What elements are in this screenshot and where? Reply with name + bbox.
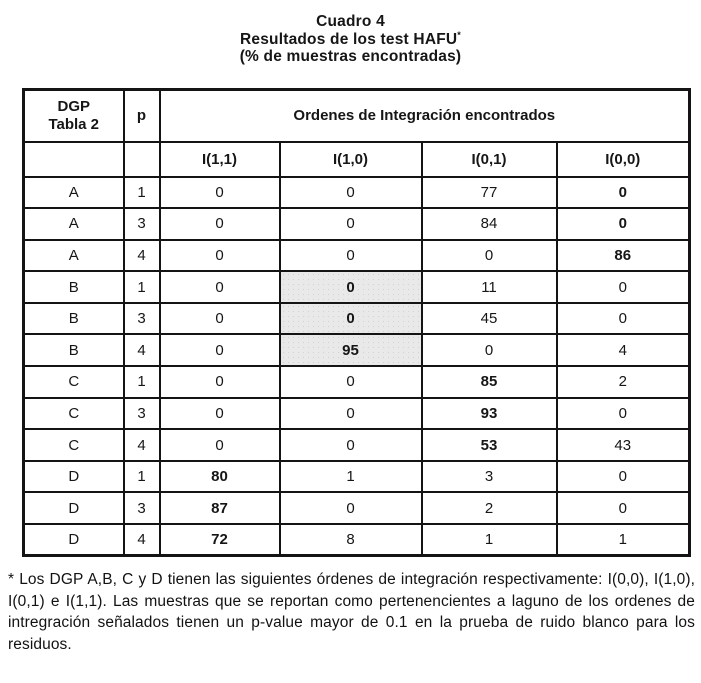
value-cell: 93: [422, 398, 557, 430]
title-line-2-text: Resultados de los test HAFU: [240, 30, 458, 48]
dgp-cell: A: [24, 240, 124, 272]
value-cell: 0: [557, 461, 690, 493]
value-cell: 1: [280, 461, 422, 493]
value-cell: 0: [160, 398, 280, 430]
value-cell: 3: [422, 461, 557, 493]
footnote-marker-asterisk: *: [457, 29, 461, 40]
p-cell: 3: [124, 303, 160, 335]
value-cell: 2: [557, 366, 690, 398]
subheader-i11: I(1,1): [160, 142, 280, 177]
table-row: [24, 461, 690, 493]
header-dgp-line1: DGP: [57, 97, 90, 115]
value-cell: 0: [280, 492, 422, 524]
p-cell: 1: [124, 461, 160, 493]
value-cell: 85: [422, 366, 557, 398]
value-cell: 0: [280, 366, 422, 398]
value-cell: 0: [557, 271, 690, 303]
value-cell: 8: [280, 524, 422, 556]
p-cell: 3: [124, 492, 160, 524]
table-header: [24, 90, 690, 177]
title-line-3: (% de muestras encontradas): [239, 48, 462, 65]
value-cell: 77: [422, 177, 557, 209]
value-cell: 11: [422, 271, 557, 303]
p-cell: 4: [124, 334, 160, 366]
table-row: [24, 240, 690, 272]
value-cell: 43: [557, 429, 690, 461]
value-cell: 87: [160, 492, 280, 524]
dgp-cell: C: [24, 366, 124, 398]
value-cell: 0: [160, 271, 280, 303]
table-row: [24, 208, 690, 240]
value-cell: 0: [280, 429, 422, 461]
value-cell: 95: [280, 334, 422, 366]
header-empty-p: [124, 142, 160, 177]
dgp-cell: D: [24, 461, 124, 493]
header-dgp-line2: Tabla 2: [48, 115, 100, 133]
value-cell: 0: [160, 177, 280, 209]
value-cell: 72: [160, 524, 280, 556]
subheader-i01: I(0,1): [422, 142, 557, 177]
results-table: [22, 88, 691, 557]
value-cell: 1: [557, 524, 690, 556]
value-cell: 86: [557, 240, 690, 272]
value-cell: 2: [422, 492, 557, 524]
dgp-cell: C: [24, 429, 124, 461]
value-cell: 53: [422, 429, 557, 461]
value-cell: 0: [280, 208, 422, 240]
table-row: [24, 303, 690, 335]
value-cell: 0: [557, 177, 690, 209]
value-cell: 0: [422, 240, 557, 272]
p-cell: 4: [124, 524, 160, 556]
dgp-cell: B: [24, 303, 124, 335]
value-cell: 0: [280, 303, 422, 335]
table-row: [24, 492, 690, 524]
value-cell: 0: [160, 303, 280, 335]
value-cell: 0: [280, 240, 422, 272]
value-cell: 80: [160, 461, 280, 493]
header-row-sub: [24, 142, 690, 177]
header-group-ordenes: Ordenes de Integración encontrados: [160, 90, 690, 142]
value-cell: 0: [280, 398, 422, 430]
dgp-cell: B: [24, 271, 124, 303]
dgp-cell: D: [24, 524, 124, 556]
header-empty-dgp: [24, 142, 124, 177]
value-cell: 0: [557, 208, 690, 240]
table-row: [24, 334, 690, 366]
footnote: * Los DGP A,B, C y D tienen las siguientes órdenes de integración respectivamente: I(0,0), I(1,0), I(0,1) e I(1,1). Las muestras que se reportan como pertenencientes a laguno de los ordenes de intregración señalados tienen un p-value mayor de 0.1 en la prueba de ruido blanco para los residuos.: [8, 571, 695, 653]
p-cell: 4: [124, 240, 160, 272]
dgp-cell: C: [24, 398, 124, 430]
table-row: [24, 429, 690, 461]
value-cell: 0: [160, 334, 280, 366]
value-cell: 0: [557, 492, 690, 524]
table-body: [24, 177, 690, 556]
dgp-cell: D: [24, 492, 124, 524]
title-line-1: Cuadro 4: [316, 13, 385, 30]
header-p: p: [124, 90, 160, 142]
table-row: [24, 177, 690, 209]
p-cell: 4: [124, 429, 160, 461]
p-cell: 3: [124, 398, 160, 430]
value-cell: 0: [160, 429, 280, 461]
dgp-cell: A: [24, 208, 124, 240]
table-row: [24, 271, 690, 303]
p-cell: 3: [124, 208, 160, 240]
value-cell: 0: [280, 177, 422, 209]
table-title: [0, 13, 701, 66]
value-cell: 0: [160, 240, 280, 272]
value-cell: 0: [160, 366, 280, 398]
value-cell: 84: [422, 208, 557, 240]
dgp-cell: B: [24, 334, 124, 366]
title-line-2: [0, 31, 701, 49]
p-cell: 1: [124, 271, 160, 303]
value-cell: 0: [557, 398, 690, 430]
table-row: [24, 398, 690, 430]
table-row: [24, 524, 690, 556]
p-cell: 1: [124, 366, 160, 398]
subheader-i10: I(1,0): [280, 142, 422, 177]
subheader-i00: I(0,0): [557, 142, 690, 177]
header-row-main: [24, 90, 690, 142]
value-cell: 4: [557, 334, 690, 366]
value-cell: 0: [422, 334, 557, 366]
table-row: [24, 366, 690, 398]
value-cell: 0: [160, 208, 280, 240]
dgp-cell: A: [24, 177, 124, 209]
value-cell: 1: [422, 524, 557, 556]
value-cell: 0: [280, 271, 422, 303]
value-cell: 45: [422, 303, 557, 335]
p-cell: 1: [124, 177, 160, 209]
value-cell: 0: [557, 303, 690, 335]
header-dgp-tabla2: [24, 90, 124, 142]
